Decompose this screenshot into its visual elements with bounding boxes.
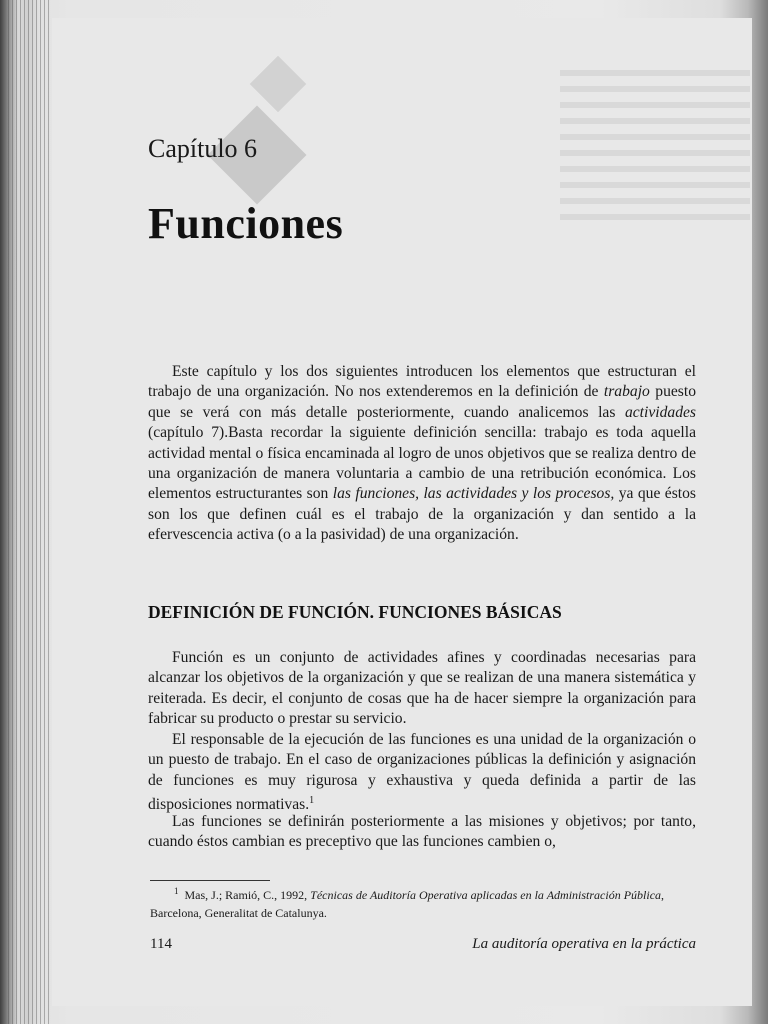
intro-text-1: Este capítulo y los dos siguientes introducen los elementos que estructuran el trabajo de una organización. No nos extenderemos en la definición de	[148, 363, 696, 401]
intro-italic-elements: las funciones, las actividades y los procesos,	[332, 485, 615, 503]
footnote-reference: 1	[309, 795, 315, 807]
footnote-divider	[150, 880, 270, 881]
footnote-mark: 1	[174, 886, 179, 896]
intro-text-3: (capítulo 7).Basta recordar la siguiente definición sencilla: trabajo es toda aquella actividad mental o física encaminada al logro de unos objetivos que se realiza dentro de una organización de manera voluntaria a cambio de una retribución económica. Los elementos estructurantes son	[148, 424, 696, 503]
paragraph-responsable	[148, 730, 696, 816]
chapter-title: Funciones	[148, 199, 344, 248]
section-heading: DEFINICIÓN DE FUNCIÓN. FUNCIONES BÁSICAS	[148, 602, 562, 622]
book-page-edges	[8, 0, 52, 1024]
intro-italic-trabajo: trabajo	[603, 383, 650, 401]
intro-paragraph	[148, 362, 696, 546]
chapter-label: Capítulo 6	[148, 134, 258, 163]
intro-italic-actividades: actividades	[624, 403, 696, 421]
running-footer-title: La auditoría operativa en la práctica	[472, 936, 696, 952]
footnote	[150, 882, 698, 922]
intro-text-4: ya que éstos son los que definen cuál es el trabajo de la organización y dan sentido a la efervescencia activa (o a la pasividad) de una organización.	[148, 485, 696, 544]
page-number: 114	[150, 936, 172, 952]
paragraph-responsable-text: El responsable de la ejecución de las funciones es una unidad de la organización o un puesto de trabajo. En el caso de organizaciones públicas la definición y asignación de funciones es muy rigurosa y exhaustiva y queda definida a partir de las disposiciones normativas.	[148, 731, 696, 814]
paragraph-definition: Función es un conjunto de actividades afines y coordinadas necesarias para alcanzar los objetivos de la organización y que se realizan de una manera sistemática y reiterada. Es decir, el conjunto de cosas que ha de hacer siempre la organización para fabricar su producto o prestar su servicio.	[148, 649, 696, 728]
footnote-title: Técnicas de Auditoría Operativa aplicadas en la Administración Pública	[310, 888, 662, 902]
intro-text-2: puesto que se verá con más detalle posteriormente, cuando analicemos las	[148, 383, 696, 421]
footnote-rest: , Barcelona, Generalitat de Catalunya.	[150, 888, 665, 920]
footnote-authors: Mas, J.; Ramió, C., 1992,	[184, 888, 311, 902]
paragraph-misiones: Las funciones se definirán posteriormente a las misiones y objetivos; por tanto, cuando éstos cambian es preceptivo que las funciones cambien o,	[148, 813, 696, 851]
bleed-through-text	[560, 70, 750, 230]
